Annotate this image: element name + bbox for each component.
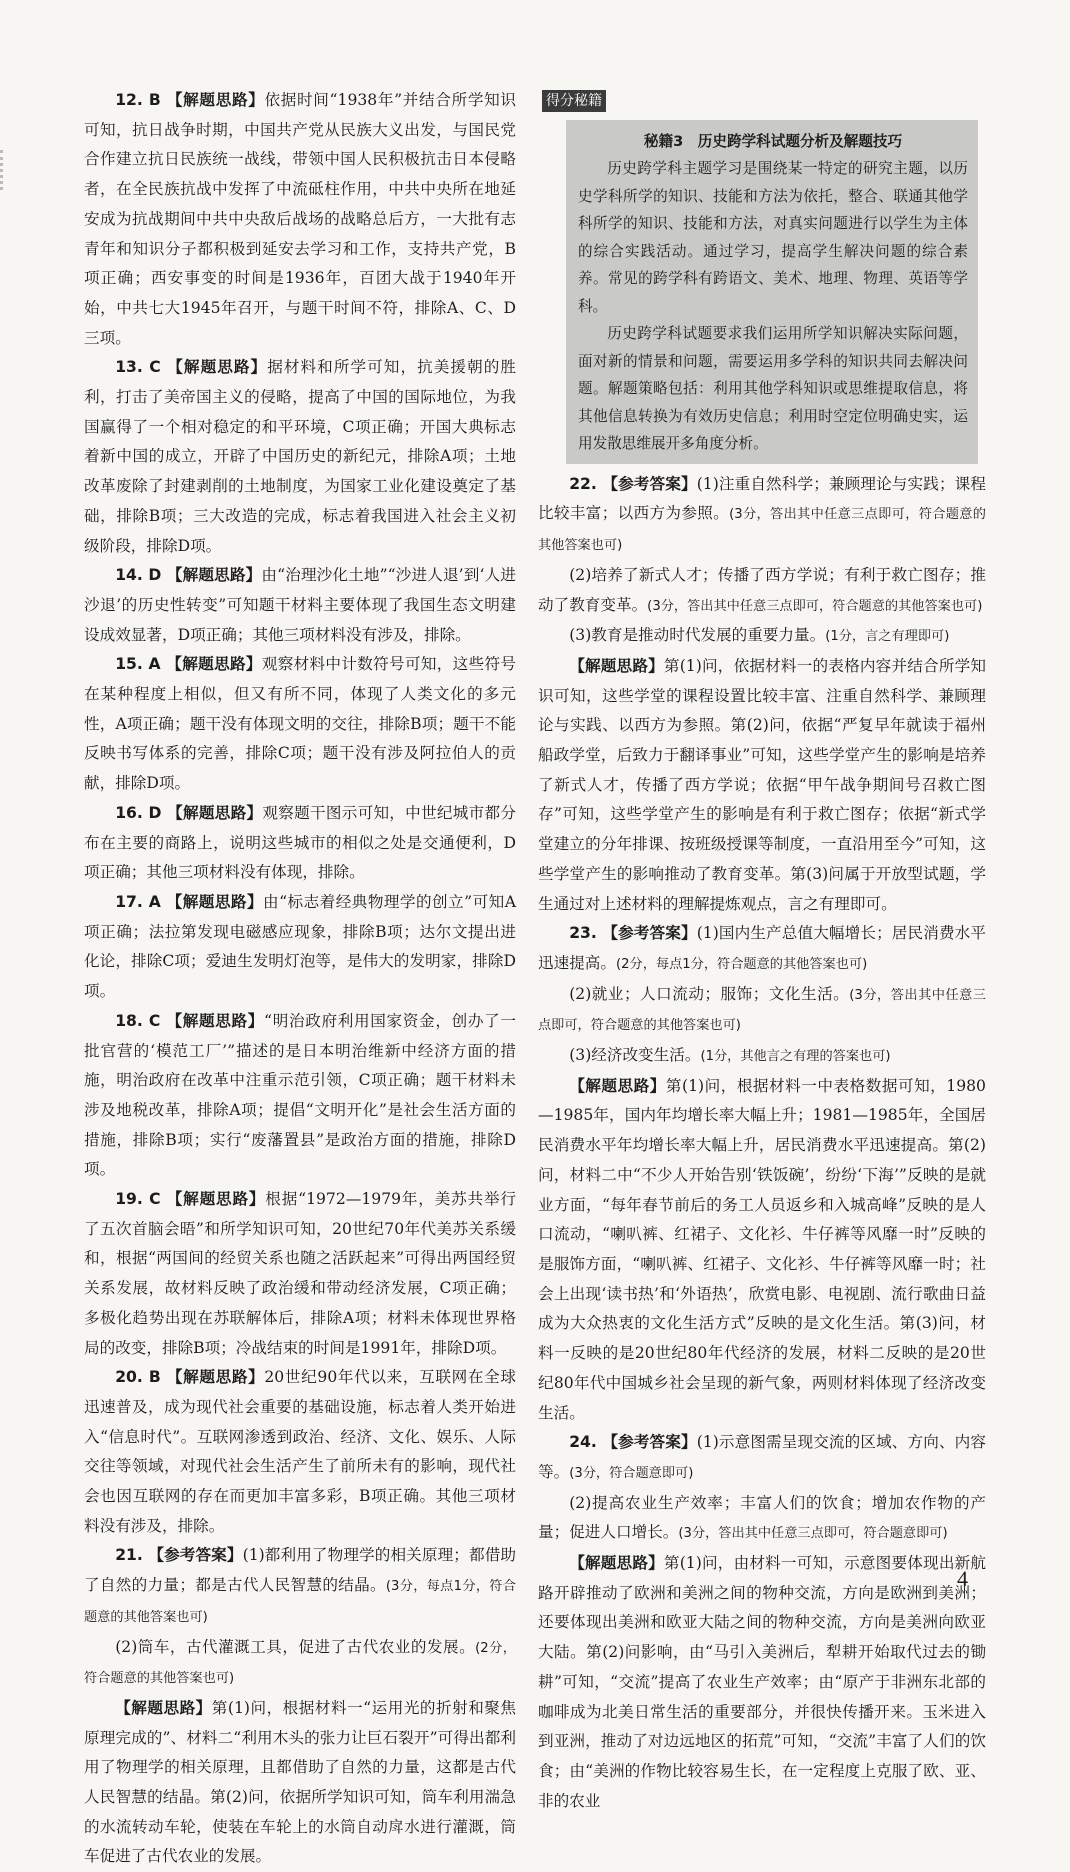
answer-text: (1)国内生产总值大幅增长；居民消费水平迅速提高。	[538, 924, 986, 972]
answer-text: 由“标志着经典物理学的创立”可知A项正确；法拉第发现电磁感应现象，排除B项；达尔文提出进化论，排除C项；爱迪生发明灯泡等，是伟大的发明家，排除D项。	[84, 892, 516, 1001]
answer-item	[84, 1541, 516, 1632]
answer-text: (1)都利用了物理学的相关原理；都借助了自然的力量；都是古代人民智慧的结晶。	[84, 1546, 516, 1595]
answer-tag: 【解题思路】	[569, 1554, 664, 1573]
answer-tag: 【解题思路】	[115, 1698, 212, 1717]
tips-header: 得分秘籍	[542, 90, 606, 112]
answer-number: 14. D	[115, 566, 167, 585]
answer-item	[84, 353, 516, 561]
answer-tag: 【解题思路】	[167, 803, 263, 822]
answer-note: (3分，答出其中任意三点即可，符合题意的其他答案也可)	[538, 507, 986, 554]
answer-item	[538, 1428, 986, 1488]
answer-number: 24.	[569, 1433, 603, 1452]
answer-tag: 【参考答案】	[148, 1546, 243, 1565]
answer-note: (3分，符合题意即可)	[569, 1465, 694, 1481]
answer-item	[538, 919, 986, 979]
answer-text: (2)培养了新式人才；传播了西方学说；有利于救亡图存；推动了教育变革。	[538, 565, 986, 614]
tips-paragraph: 历史跨学科主题学习是围绕某一特定的研究主题，以历史学科所学的知识、技能和方法为依托，整合、联通其他学科所学的知识、技能和方法，对真实问题进行以学生为主体的综合实践活动。通过学习，提高学生解决问题的综合素养。常见的跨学科有跨语文、美术、地理、物理、英语等学科。	[578, 160, 968, 315]
answer-item	[84, 86, 516, 353]
tips-paragraph: 历史跨学科试题要求我们运用所学知识解决实际问题，面对新的情景和问题，需要运用多学科的知识共同去解决问题。解题策略包括：利用其他学科知识或思维提取信息，将其他信息转换为有效历史信息；利用时空定位明确史实，运用发散思维展开多角度分析。	[578, 325, 968, 453]
answer-tag: 【解题思路】	[166, 1368, 265, 1387]
answer-note: (1分，其他言之有理的答案也可)	[700, 1049, 891, 1065]
answer-number: 12. B	[115, 91, 167, 109]
right-column	[538, 86, 986, 1816]
answer-item	[84, 650, 516, 799]
answer-number: 15. A	[115, 655, 167, 674]
answer-item	[538, 621, 986, 652]
answer-note: (3分，答出其中任意三点即可，符合题意的其他答案也可)	[647, 598, 983, 614]
answer-text: 第(1)问，依据材料一的表格内容并结合所学知识可知，这些学堂的课程设置比较丰富、注重自然科学、兼顾理论与实践、以西方为参照。第(2)问，依据“严复早年就读于福州船政学堂，后致力于翻译事业”可知，这些学堂产生的影响是培养了新式人才，传播了西方学说；依据“甲午战争期间号召救亡图存”可知，这些学堂产生的影响是有利于救亡图存；依据“新式学堂建立的分年排课、按班级授课等制度，一直沿用至今”可知，这些学堂产生的影响推动了教育变革。第(3)问属于开放型试题，学生通过对上述材料的理解提炼观点，言之有理即可。	[538, 656, 986, 913]
answer-tag: 【参考答案】	[602, 924, 697, 943]
answer-number: 18. C	[115, 1011, 167, 1030]
tips-box	[566, 120, 978, 464]
answer-note: (3分，答出其中任意三点即可，符合题意的其他答案也可)	[538, 987, 986, 1034]
tips-title: 秘籍3 历史跨学科试题分析及解题技巧	[643, 132, 903, 150]
answer-text: (3)经济改变生活。	[569, 1046, 701, 1065]
answer-number: 22.	[569, 474, 603, 493]
answer-item	[84, 1363, 516, 1541]
left-column	[84, 86, 516, 1872]
answer-text: 20世纪90年代以来，互联网在全球迅速普及，成为现代社会重要的基础设施，标志着人类开始进入“信息时代”。互联网渗透到政治、经济、文化、娱乐、人际交往等领域，对现代社会生活产生了前所未有的影响，现代社会也因互联网的存在而更加丰富多彩，B项正确。其他三项材料没有涉及，排除。	[84, 1368, 516, 1535]
answer-text: 由“治理沙化土地”“沙进人退’到‘人进沙退’的历史性转变”可知题干材料主要体现了我国生态文明建设成效显著，D项正确；其他三项材料没有涉及，排除。	[84, 566, 516, 644]
answer-text: 第(1)问，由材料一可知，示意图要体现出新航路开辟推动了欧洲和美洲之间的物种交流，方向是欧洲到美洲；还要体现出美洲和欧亚大陆之间的物种交流，方向是美洲向欧亚大陆。第(2)问影响，由“马引入美洲后，犁耕开始取代过去的锄耕”可知，“交流”提高了农业生产效率；由“原产于非洲东北部的咖啡成为北美日常生活的重要部分，并很快传播开来。玉米进入到亚洲，推动了对边远地区的拓荒”可知，“交流”丰富了人们的饮食；由“美洲的作物比较容易生长，在一定程度上克服了欧、亚、非的农业	[538, 1554, 986, 1810]
answer-text: (2)筒车，古代灌溉工具，促进了古代农业的发展。	[115, 1637, 476, 1656]
answer-number: 16. D	[115, 803, 168, 822]
answer-number: 23.	[569, 924, 603, 943]
answer-item	[538, 1041, 986, 1072]
answer-tag: 【参考答案】	[602, 474, 697, 493]
answer-item	[538, 1489, 986, 1549]
page-number: 4	[957, 1566, 968, 1591]
right-answers	[538, 470, 986, 1817]
answer-text: 据材料和所学可知，抗美援朝的胜利，打击了美帝国主义的侵略，提高了中国的国际地位，为我国赢得了一个相对稳定的和平环境，C项正确；开国大典标志着新中国的成立，开辟了中国历史的新纪元，排除A项；土地改革废除了封建剥削的土地制度，为国家工业化建设奠定了基础，排除B项；三大改造的完成，标志着我国进入社会主义初级阶段，排除D项。	[84, 358, 516, 555]
answer-tag: 【解题思路】	[569, 1076, 666, 1095]
answer-text: (2)就业；人口流动；服饰；文化生活。	[569, 984, 850, 1003]
answer-item	[84, 888, 516, 1007]
answer-text: 观察题干图示可知，中世纪城市都分布在主要的商路上，说明这些城市的相似之处是交通便利，D项正确；其他三项材料没有体现，排除。	[84, 803, 516, 882]
answer-text: (1)示意图需呈现交流的区域、方向、内容等。	[538, 1433, 986, 1481]
answer-item	[84, 1007, 516, 1185]
answer-item	[538, 561, 986, 621]
answer-text: 依据时间“1938年”并结合所学知识可知，抗日战争时期，中国共产党从民族大义出发，与国民党合作建立抗日民族统一战线，带领中国人民积极抗击日本侵略者，在全民族抗战中发挥了中流砥柱作用，中共中央所在地延安成为抗战期间中共中央敌后战场的战略总后方，一大批有志青年和知识分子都积极到延安去学习和工作，支持共产党，B项正确；西安事变的时间是1936年，百团大战于1940年开始，中共七大1945年召开，与题干时间不符，排除A、C、D三项。	[84, 91, 516, 347]
answer-item	[538, 1072, 986, 1428]
answer-item	[84, 1694, 516, 1872]
page-edge-mark	[0, 150, 9, 190]
answer-note: (2分，每点1分，符合题意的其他答案也可)	[615, 956, 868, 972]
answer-item	[538, 652, 986, 919]
answer-item	[84, 1185, 516, 1363]
answer-number: 13. C	[115, 358, 168, 377]
answer-number: 19. C	[115, 1190, 167, 1209]
answer-tag: 【解题思路】	[166, 892, 264, 911]
answer-tag: 【解题思路】	[569, 656, 664, 675]
answer-tag: 【解题思路】	[166, 566, 262, 585]
answer-note: (1分，言之有理即可)	[825, 629, 950, 645]
answer-text: (3)教育是推动时代发展的重要力量。	[569, 626, 826, 645]
answer-number: 21.	[115, 1546, 149, 1565]
answer-text: 第(1)问，根据材料一中表格数据可知，1980—1985年，国内年均增长率大幅上升；1981—1985年，全国居民消费水平年均增长率大幅上升，居民消费水平迅速提高。第(2)问，材料二中“不少人开始告别‘铁饭碗’，纷纷‘下海’”反映的是就业方面，“每年春节前后的务工人员返乡和入城高峰”反映的是人口流动，“喇叭裤、红裙子、文化衫、牛仔裤等风靡一时”反映的是服饰方面，“喇叭裤、红裙子、文化衫、牛仔裤等风靡一时；社会上出现‘读书热’和‘外语热’，欣赏电影、电视剧、流行歌曲日益成为大众热衷的文化生活方式”反映的是文化生活。第(3)问，材料一反映的是20世纪80年代经济的发展，材料二反映的是20世纪80年代中国城乡社会呈现的新气象，两则材料体现了经济改变生活。	[538, 1076, 986, 1422]
answer-note: (3分，每点1分，符合题意的其他答案也可)	[84, 1579, 516, 1625]
answer-note: (3分，答出其中任意三点即可，符合题意即可)	[678, 1526, 948, 1542]
answer-text: 观察材料中计数符号可知，这些符号在某种程度上相似，但又有所不同，体现了人类文化的多元性，A项正确；题干没有体现文明的交往，排除B项；题干不能反映书写体系的完善，排除C项；题干没有涉及阿拉伯人的贡献，排除D项。	[84, 655, 516, 793]
answer-tag: 【解题思路】	[166, 91, 265, 109]
answer-tag: 【参考答案】	[602, 1433, 697, 1452]
answer-text: (1)注重自然科学；兼顾理论与实践；课程比较丰富；以西方为参照。	[538, 474, 986, 523]
answer-item	[538, 1549, 986, 1816]
answer-text: “明治政府利用国家资金，创办了一批官营的‘模范工厂’”描述的是日本明治维新中经济方面的措施，明治政府在改革中注重示范引领，C项正确；题干材料未涉及地税改革，排除A项；提倡“文明开化”是社会生活方面的措施，排除B项；实行“废藩置县”是政治方面的措施，排除D项。	[84, 1011, 516, 1179]
answer-note: (2分，符合题意的其他答案也可)	[84, 1640, 516, 1687]
answer-item	[538, 980, 986, 1041]
answer-number: 20. B	[115, 1368, 167, 1387]
answer-number: 17. A	[115, 892, 167, 911]
answer-item	[84, 1633, 516, 1694]
answer-text: 根据“1972—1979年，美苏共举行了五次首脑会晤”和所学知识可知，20世纪70年代美苏关系缓和，根据“两国间的经贸关系也随之活跃起来”可得出两国经贸关系发展，故材料反映了政治缓和带动经济发展，C项正确；多极化趋势出现在苏联解体后，排除A项；材料未体现世界格局的改变，排除B项；冷战结束的时间是1991年，排除D项。	[84, 1190, 516, 1357]
answer-tag: 【解题思路】	[166, 1190, 266, 1209]
answer-text: 第(1)问，根据材料一“运用光的折射和聚焦原理完成的”、材料二“利用木头的张力让巨石裂开”可得出都利用了物理学的相关原理，且都借助了自然的力量，这都是古代人民智慧的结晶。第(2)问，依据所学知识可知，筒车利用湍急的水流转动车轮，使装在车轮上的水筒自动戽水进行灌溉，筒车促进了古代农业的发展。	[84, 1698, 516, 1866]
answer-item	[84, 799, 516, 888]
answer-tag: 【解题思路】	[167, 358, 268, 377]
answer-item	[84, 561, 516, 650]
answer-tag: 【解题思路】	[166, 1011, 265, 1030]
answer-item	[538, 470, 986, 561]
answer-tag: 【解题思路】	[166, 655, 262, 674]
answer-text: (2)提高农业生产效率；丰富人们的饮食；增加农作物的产量；促进人口增长。	[538, 1493, 986, 1542]
